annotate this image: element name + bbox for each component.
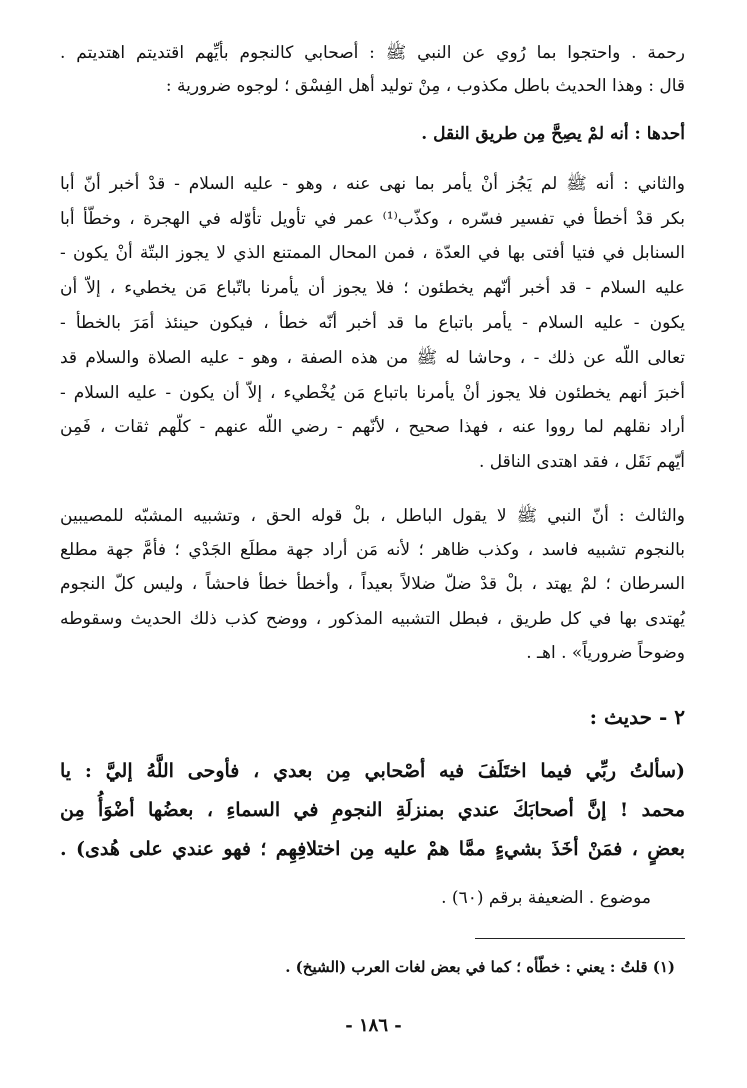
page-number: - ١٨٦ -: [345, 1015, 402, 1036]
text-line-3: أحدها : أنه لمْ يصِحَّ مِن طريق النقل .: [421, 124, 685, 144]
text-line-11: أراد نقلهم لما رووا عنه ، فهذا صحيح ، لأنّهم - رضي اللّه عنهم - كلّهم ثقات ، فَمِن: [60, 417, 685, 437]
text-line-10: أخبرَ أنهم يخطئون فلا يجوز أنْ يأمرنا باتباع مَن يُخْطيء ، إلاّ أن يكون - عليه السلام -: [60, 383, 685, 403]
text-line-1: رحمة . واحتجوا بما رُوي عن النبي ﷺ : أصحابي كالنجوم بأيِّهم اقتديتم اهتديتم .: [60, 43, 685, 63]
text-line-6: السنابل في فتيا أفتى بها في العدّة ، فمن المحال الممتنع الذي لا يجوز البتّة أنْ يكون -: [60, 243, 685, 263]
text-line-17: وضوحاً ضرورياً» . اهـ .: [526, 643, 685, 663]
text-line-8: يكون - عليه السلام - يأمر باتباع ما قد أخبر أنّه خطأ ، فيكون حينئذ أمَرَ بالخطأ -: [60, 313, 685, 333]
footnote: (١) قلتُ : يعني : خطّأه ؛ كما في بعض لغات العرب (الشيخ) .: [285, 958, 675, 976]
text-line-16: يُهتدى بها في كل طريق ، فبطل التشبيه المذكور ، ووضح كذب ذلك الحديث وسقوطه: [60, 609, 685, 629]
hadith-line-1: (سألتُ ربِّي فيما اختَلَفَ فيه أصْحابي مِن بعدي ، فأوحى اللَّهُ إليَّ : يا: [60, 760, 685, 782]
text-line-4: والثاني : أنه ﷺ لم يَجُز أنْ يأمر بما نهى عنه ، وهو - عليه السلام - قدْ أخبر أنّ أبا: [60, 174, 685, 194]
section-heading: ٢ - حديث :: [589, 705, 685, 729]
text-line-9: تعالى اللّه عن ذلك - ، وحاشا له ﷺ من هذه الصفة ، وهو - عليه الصلاة والسلام قد: [60, 348, 685, 368]
footnote-divider: [475, 938, 685, 939]
hadith-line-3: بعضٍ ، فمَنْ أخَذَ بشيءٍ ممَّا همْ عليه مِن اختلافِهِم ؛ فهو عندي على هُدى) .: [60, 838, 685, 860]
text-line-2: قال : وهذا الحديث باطل مكذوب ، مِنْ توليد أهل الفِسْق ؛ لوجوه ضرورية :: [165, 76, 685, 96]
text-line-14: بالنجوم تشبيه فاسد ، وكذب ظاهر ؛ لأنه مَن أراد جهة مطلَع الجَدْي ؛ فأمَّ جهة مطلع: [60, 540, 685, 560]
text-line-7: عليه السلام - قد أخبر أنّهم يخطئون ؛ فلا يجوز أن يأمرنا باتّباع مَن يخطيء ، إلاّ أن: [60, 278, 685, 298]
hadith-line-2: محمد ! إنَّ أصحابَكَ عندي بمنزلَةِ النجومِ في السماءِ ، بعضُها أضْوَأُ مِن: [60, 799, 685, 821]
text-line-13: والثالث : أنّ النبي ﷺ لا يقول الباطل ، بلْ قوله الحق ، وتشبيه المشبّه للمصيبين: [60, 506, 685, 526]
text-line-15: السرطان ؛ لمْ يهتد ، بلْ قدْ ضلّ ضلالاً بعيداً ، وأخطأ خطأ فاحشاً ، وليس كلّ النجوم: [60, 574, 685, 594]
text-line-12: أيّهم نَقَل ، فقد اهتدى الناقل .: [478, 452, 685, 472]
hadith-verdict: موضوع . الضعيفة برقم (٦٠) .: [441, 888, 651, 908]
text-line-5: بكر قدْ أخطأ في تفسير فسّره ، وكذّب⁽¹⁾ عمر في تأويل تأوّله في الهجرة ، وخطّأ أبا: [60, 209, 685, 229]
